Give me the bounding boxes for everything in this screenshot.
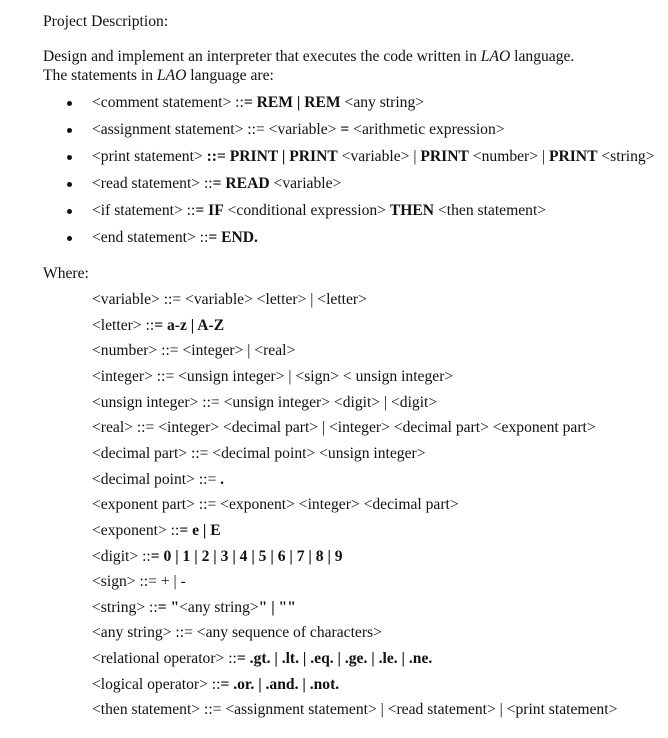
text-segment: <then statement> [434, 202, 547, 219]
text-segment: <variable> ::= <variable> <letter> | <letter> [92, 291, 367, 308]
bold-keyword-text: = .gt. | .lt. | .eq. | .ge. | .le. | .ne. [236, 650, 433, 668]
definition-rule [92, 572, 186, 591]
text-segment: language. [510, 48, 575, 65]
text-segment: <variable> | [337, 148, 421, 165]
statement-rule [92, 93, 424, 112]
text-segment: <if statement> :: [92, 202, 196, 219]
bullet-icon [67, 155, 72, 160]
bold-keyword-text: PRINT [548, 148, 598, 165]
text-segment: Design and implement an interpreter that executes the code written in [43, 48, 481, 65]
italic-text: LAO [480, 48, 511, 65]
statement-rule [92, 174, 341, 193]
italic-text: LAO [156, 67, 187, 84]
bold-keyword-text: = a-z | A-Z [154, 316, 225, 334]
bold-keyword-text: = IF [195, 202, 224, 219]
where-label: Where: [43, 265, 89, 282]
bold-keyword-text: = " [157, 598, 180, 616]
bold-keyword-text: = END. [208, 229, 258, 246]
text-segment: <then statement> ::= <assignment statement> | <read statement> | <print statement> [92, 701, 618, 719]
text-segment: <arithmetic expression> [349, 121, 505, 138]
bold-keyword-text: = READ [212, 175, 270, 192]
bold-keyword-text: " | "" [258, 598, 296, 616]
bold-keyword-text: = .or. | .and. | .not. [220, 675, 340, 693]
bullet-icon [67, 101, 72, 106]
text-segment: <logical operator> :: [92, 675, 221, 693]
text-segment: <string> :: [92, 598, 158, 616]
bold-keyword-text: . [220, 470, 225, 488]
intro-line-1 [43, 47, 574, 66]
statement-rule [92, 147, 655, 166]
text-segment: <real> ::= <integer> <decimal part> | <integer> <decimal part> <exponent part> [92, 419, 596, 437]
text-segment: <unsign integer> ::= <unsign integer> <digit> | <digit> [92, 393, 438, 411]
text-segment: <conditional expression> [223, 202, 390, 219]
definition-rule [92, 623, 382, 642]
text-segment: <comment statement> :: [92, 94, 244, 111]
text-segment: <digit> :: [92, 547, 151, 565]
text-segment: <sign> ::= + | - [92, 573, 186, 591]
text-segment: <any string> [179, 598, 259, 616]
definition-rule [92, 649, 432, 668]
text-segment: <read statement> :: [92, 175, 213, 192]
text-segment: <number> ::= <integer> | <real> [92, 342, 296, 360]
text-segment: <letter> :: [92, 316, 155, 334]
page-heading: Project Description: [43, 13, 169, 30]
text-segment: <exponent> :: [92, 521, 180, 539]
bold-keyword-text: PRINT [420, 148, 469, 165]
text-segment: <number> | [468, 148, 549, 165]
definition-rule [92, 290, 367, 309]
bold-keyword-text: = e | E [179, 521, 221, 539]
bullet-icon [67, 128, 72, 133]
definition-rule [92, 700, 617, 719]
definition-rule [92, 675, 339, 694]
definition-rule [92, 521, 221, 540]
text-segment: <decimal part> ::= <decimal point> <unsign integer> [92, 444, 426, 462]
definition-rule [92, 495, 459, 514]
definition-rule [92, 470, 224, 489]
definition-rule [92, 341, 295, 360]
bold-keyword-text: THEN [389, 202, 435, 219]
statement-rule [92, 120, 505, 139]
bold-keyword-text: ::= PRINT | PRINT [206, 148, 338, 165]
bullet-icon [67, 182, 72, 187]
statement-rule [92, 228, 258, 247]
text-segment: <integer> ::= <unsign integer> | <sign> < unsign integer> [92, 367, 454, 385]
definition-rule [92, 547, 343, 566]
text-segment: <exponent part> ::= <exponent> <integer> <decimal part> [92, 496, 459, 514]
text-segment: <any string> ::= <any sequence of characters> [92, 624, 382, 642]
text-segment: <assignment statement> ::= <variable> [92, 121, 341, 138]
text-segment: <any string> [340, 94, 425, 111]
bold-keyword-text: = [340, 121, 350, 138]
bullet-icon [67, 236, 72, 241]
text-segment: The statements in [43, 67, 157, 84]
text-segment: <end statement> :: [92, 229, 209, 246]
intro-line-2 [43, 66, 274, 85]
statement-rule [92, 201, 546, 220]
text-segment: <print statement> [92, 148, 207, 165]
bullet-icon [67, 209, 72, 214]
definition-rule [92, 598, 296, 617]
text-segment: language are: [186, 67, 274, 84]
text-segment: <relational operator> :: [92, 650, 237, 668]
text-segment: <variable> [269, 175, 342, 192]
definition-rule [92, 393, 437, 412]
definition-rule [92, 367, 453, 386]
definition-rule [92, 316, 224, 335]
definition-rule [92, 444, 426, 463]
text-segment: <decimal point> ::= [92, 470, 221, 488]
bold-keyword-text: = REM | REM [243, 94, 341, 111]
text-segment: <string> [597, 148, 655, 165]
definition-rule [92, 418, 596, 437]
bold-keyword-text: = 0 | 1 | 2 | 3 | 4 | 5 | 6 | 7 | 8 | 9 [150, 547, 343, 565]
